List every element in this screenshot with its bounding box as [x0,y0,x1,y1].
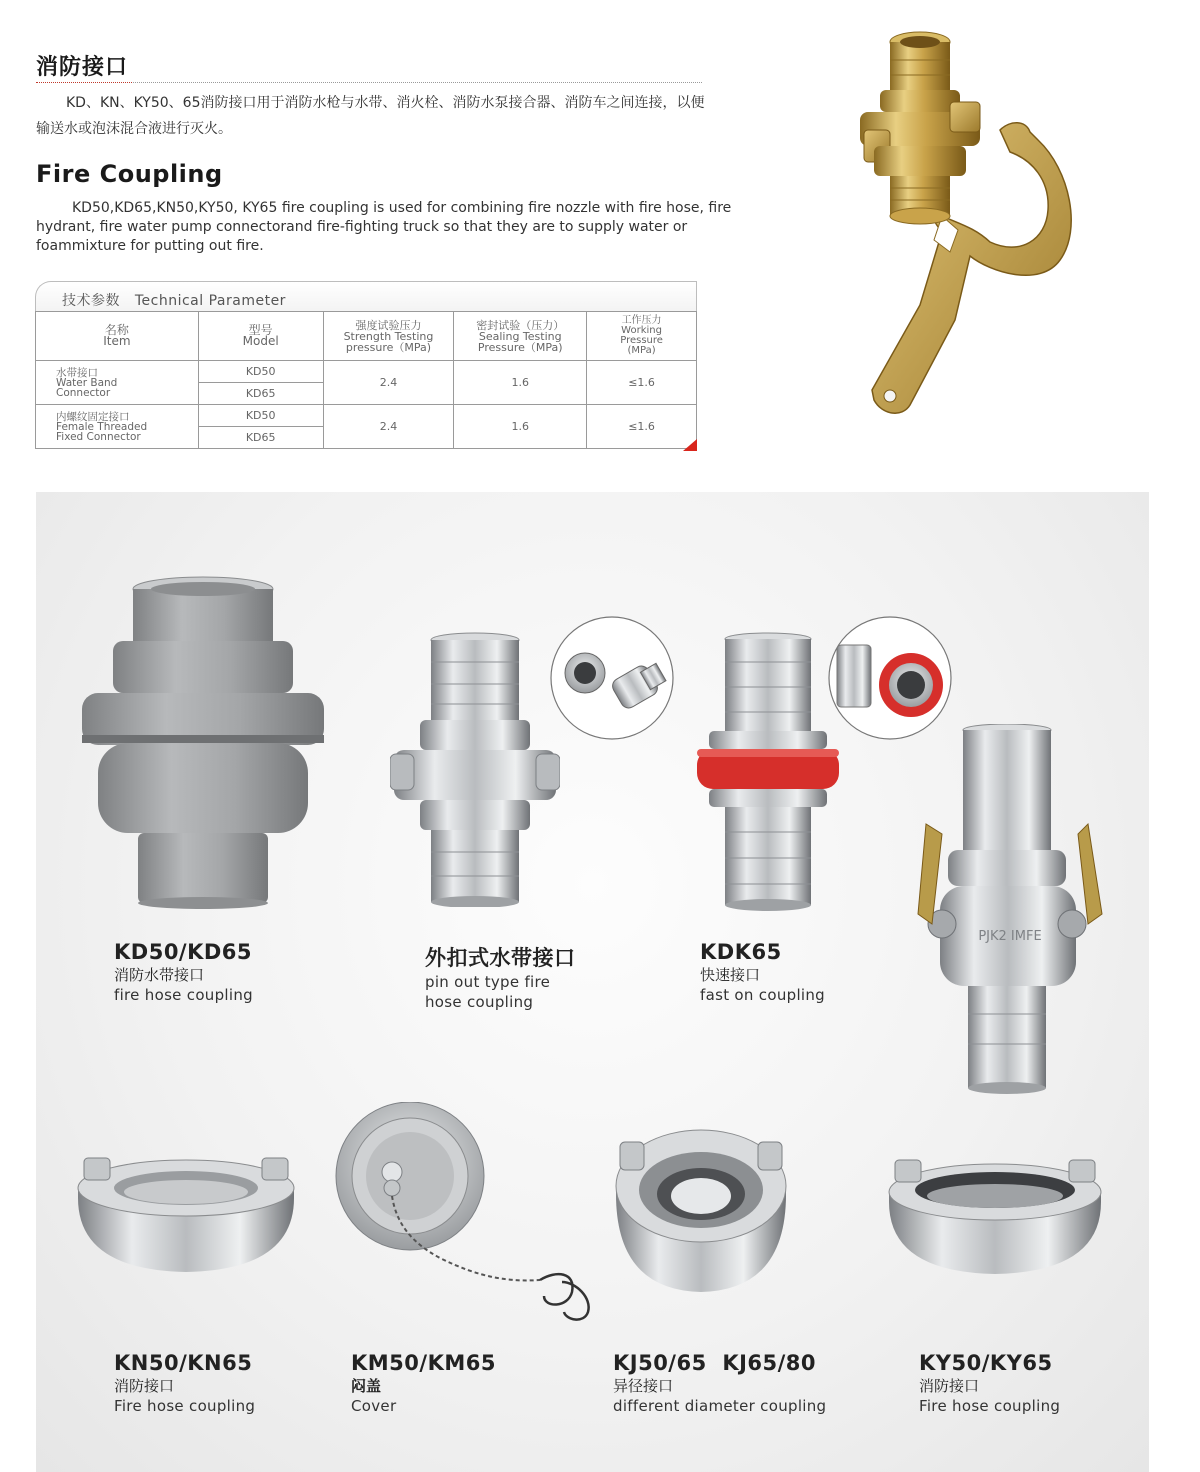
product-name-en: different diameter coupling [613,1397,827,1415]
product-card-km [351,1351,496,1416]
table-row [36,405,697,427]
header-strength: 强度试验压力 Strength Testing pressure（MPa) [323,312,454,361]
row2-working: ≤1.6 [587,405,697,449]
product-name: KY50/KY65 [919,1351,1053,1375]
product-name: 外扣式水带接口 [425,946,576,970]
brass-coupling-image [850,20,1100,420]
ky-coupling-image [885,1154,1105,1280]
page-title-cn: 消防接口 [36,55,129,80]
product-name-en: Fire hose coupling [114,1397,256,1415]
table-tab-label [62,290,286,310]
product-card-kdk65 [700,940,825,1005]
product-name-en: fast on coupling [700,986,826,1004]
header-model: 型号 Model [198,312,323,361]
spec-table [35,311,697,449]
product-name-cn: 异径接口 [613,1377,674,1395]
product-card-kn [114,1351,255,1416]
product-name-cn: 消防接口 [114,1377,175,1395]
row1-model-a: KD50 [198,361,323,383]
product-card-pin-out [425,942,576,1012]
row1-item: 水带接口 Water Band Connector [36,361,199,405]
product-name-cn: 消防接口 [919,1377,980,1395]
row2-sealing: 1.6 [454,405,587,449]
product-name-en: Fire hose coupling [919,1397,1061,1415]
product-name: KDK65 [700,940,782,964]
product-name: KN50/KN65 [114,1351,253,1375]
product-name-en: fire hose coupling [114,986,253,1004]
product-name: KM50/KM65 [351,1351,496,1375]
product-name-cn: 消防水带接口 [114,966,205,984]
product-name: KJ50/65 KJ65/80 [613,1351,817,1375]
product-card-kd [114,940,253,1005]
table-tab-label-cn: 技术参数 [62,293,120,309]
product-name: KD50/KD65 [114,940,253,964]
table-row [36,361,697,383]
description-en: KD50,KD65,KN50,KY50, KY65 fire coupling is used for combining fire nozzle with fire hose, fire hydrant, fire water pump connectorand fire-fighting truck so that they are to supply water or foammixture for putting out fire. [36,200,732,254]
kj-coupling-image [612,1124,790,1294]
product-name-en: pin out type fire [425,973,551,991]
product-name-cn: 快速接口 [700,966,761,984]
row1-model-b: KD65 [198,383,323,405]
title-divider [36,82,702,83]
table-header-row [36,312,697,361]
product-name-en: Cover [351,1397,397,1415]
technical-parameter-table [35,281,697,451]
product-card-kj [613,1351,826,1416]
row2-model-b: KD65 [198,427,323,449]
row2-model-a: KD50 [198,405,323,427]
header-sealing: 密封试验（压力） Sealing Testing Pressure（MPa) [454,312,587,361]
page-title-en: Fire Coupling [36,160,223,188]
pin-out-coupling-image [390,632,560,907]
table-tab-label-en: Technical Parameter [134,293,286,309]
description-cn: KD、KN、KY50、65消防接口用于消防水枪与水带、消火栓、消防水泵接合器、消防车之间连接，以便输送水或泡沫混合液进行灭火。 [36,95,705,137]
kd-coupling-image [78,575,328,910]
product-name-cn: 闷盖 [351,1377,382,1395]
pin-out-detail-inset [549,615,675,741]
header-working: 工作压力 Working Pressure (MPa) [587,312,697,361]
kdk65-detail-inset [827,615,953,741]
product-name-en-line2: hose coupling [425,993,534,1011]
header-item: 名称 Item [36,312,199,361]
table-red-corner [683,439,697,451]
title-divider-accent [36,82,132,83]
row1-working: ≤1.6 [587,361,697,405]
kdk65-coupling-image [695,632,841,912]
camlock-marking: PJK2 IMFE [978,929,1042,944]
kn-coupling-image [72,1148,300,1278]
row1-strength: 2.4 [323,361,454,405]
product-card-ky [919,1351,1060,1416]
table-tab [35,281,697,312]
row2-strength: 2.4 [323,405,454,449]
row1-sealing: 1.6 [454,361,587,405]
camlock-coupling-image [912,724,1108,1094]
km-cover-image [330,1102,600,1324]
row2-item: 内螺纹固定接口 Female Threaded Fixed Connector [36,405,199,449]
